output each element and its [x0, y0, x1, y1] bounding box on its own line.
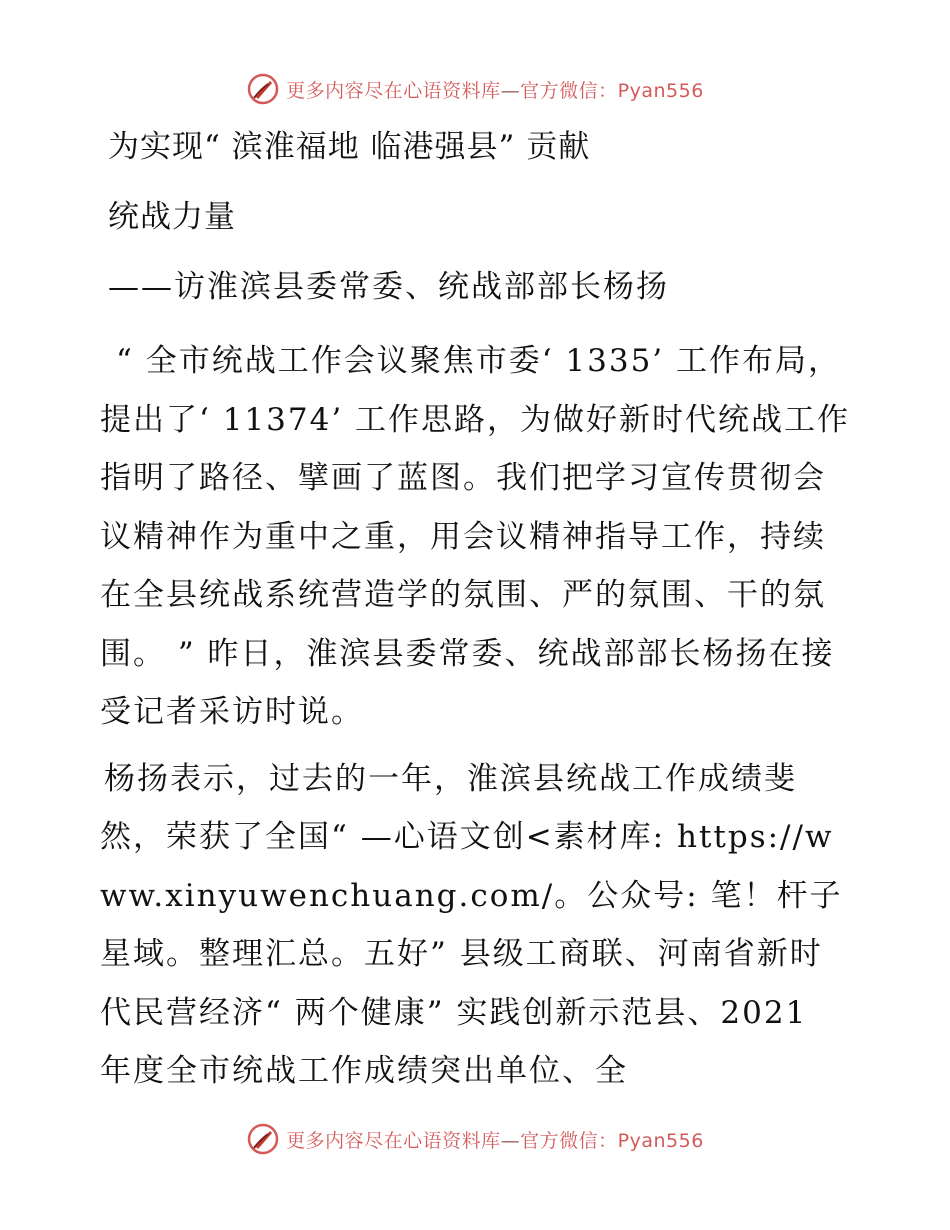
paragraph: 杨扬表示，过去的一年，淮滨县统战工作成绩斐然，荣获了全国“ —心语文创<素材库: https://www.xinyuwenchuang.com/。公众号: 笔！杆子星域。整理汇总。五好” 县级工商联、河南省新时代民营经济“ 两个健康” 实践创新示范县、2021 年度全市统战工作成绩突出单位、全 — [100, 760, 843, 1089]
watermark-footer — [0, 1122, 950, 1156]
watermark-text: 更多内容尽在心语资料库—官方微信：Pyan556 — [286, 1129, 704, 1152]
subtitle: ——访淮滨县委常委、统战部部长杨扬 — [108, 269, 669, 305]
document-body — [100, 118, 852, 1101]
quill-logo-icon — [246, 72, 280, 106]
quill-logo-icon — [246, 1122, 280, 1156]
watermark-header — [0, 72, 950, 106]
title-line-2: 统战力量 — [108, 199, 236, 235]
paragraph: “ 全市统战工作会议聚焦市委‘ 1335’ 工作布局，提出了‘ 11374’ 工作思路，为做好新时代统战工作指明了路径、擘画了蓝图。我们把学习宣传贯彻会议精神作为重中之重，用会议精神指导工作，持续在全县统战系统营造学的氛围、严的氛围、干的氛围。 ” 昨日，淮滨县委常委、统战部部长杨扬在接受记者采访时说。 — [100, 343, 851, 730]
watermark-text: 更多内容尽在心语资料库—官方微信：Pyan556 — [286, 79, 704, 102]
title-line-1: 为实现“ 滨淮福地 临港强县” 贡献 — [108, 129, 591, 165]
